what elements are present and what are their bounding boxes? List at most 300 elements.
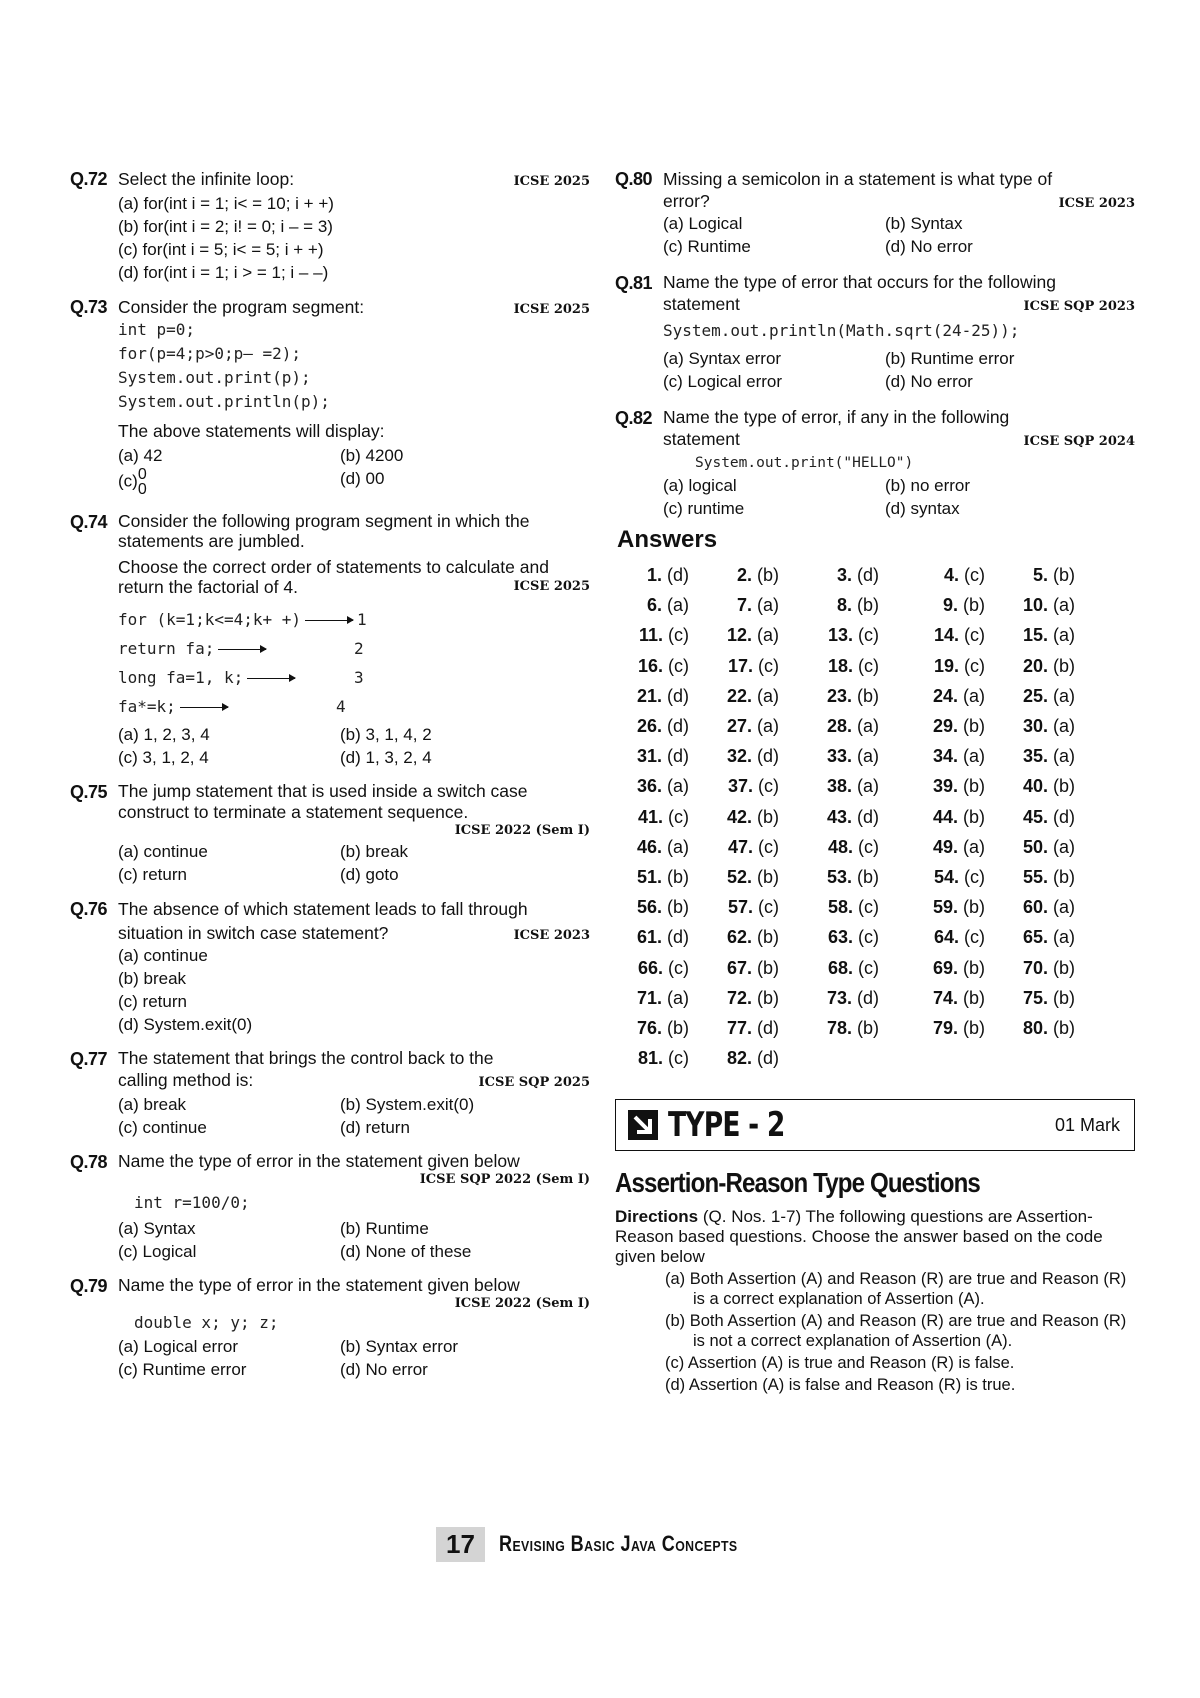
answer-number: 72. bbox=[726, 987, 752, 1008]
option-c: (c) for(int i = 5; i< = 5; i + +) bbox=[118, 240, 324, 259]
answer-item bbox=[893, 771, 999, 801]
answer-item bbox=[703, 922, 793, 952]
answer-choice: (a) bbox=[963, 685, 985, 706]
answer-number: 63. bbox=[827, 927, 853, 948]
question-79 bbox=[70, 1275, 590, 1381]
exam-source: ICSE SQP 2023 bbox=[1023, 299, 1135, 314]
answer-choice: (d) bbox=[757, 1018, 779, 1039]
answer-item bbox=[615, 983, 703, 1013]
question-number: Q.74 bbox=[70, 512, 108, 532]
exam-source: ICSE 2025 bbox=[513, 302, 590, 317]
question-number: Q.81 bbox=[615, 273, 653, 293]
answer-choice: (c) bbox=[964, 927, 985, 948]
exam-source: ICSE 2025 bbox=[513, 579, 590, 594]
answer-choice: (b) bbox=[857, 867, 879, 888]
option-b: (b) no error bbox=[885, 476, 971, 495]
answer-number: 36. bbox=[636, 776, 662, 797]
code-line: for(p=4;p>0;p– =2); bbox=[118, 344, 302, 363]
answer-item bbox=[703, 983, 793, 1013]
answer-choice: (b) bbox=[1053, 957, 1075, 978]
answer-number: 79. bbox=[932, 1018, 958, 1039]
answer-item bbox=[703, 681, 793, 711]
question-78 bbox=[70, 1151, 590, 1263]
answer-number: 58. bbox=[827, 897, 853, 918]
question-number: Q.79 bbox=[70, 1276, 108, 1296]
question-followup: The above statements will display: bbox=[118, 421, 385, 441]
answer-item bbox=[793, 983, 893, 1013]
answer-number: 26. bbox=[636, 716, 662, 737]
answer-choice: (a) bbox=[1053, 897, 1075, 918]
answer-number: 20. bbox=[1022, 655, 1048, 676]
answer-number: 51. bbox=[636, 867, 662, 888]
answer-choice: (b) bbox=[1053, 655, 1075, 676]
option-a: (a) Syntax bbox=[118, 1219, 196, 1238]
answer-choice: (c) bbox=[858, 957, 879, 978]
answer-number: 40. bbox=[1022, 776, 1048, 797]
answer-choice: (b) bbox=[963, 595, 985, 616]
option-a: (a) continue bbox=[118, 946, 208, 965]
answer-choice: (b) bbox=[1053, 565, 1075, 585]
jumbled-line-2 bbox=[118, 634, 364, 663]
answer-choice: (b) bbox=[667, 897, 689, 918]
exam-source: ICSE 2023 bbox=[1058, 196, 1135, 211]
answer-choice: (b) bbox=[757, 987, 779, 1008]
question-number: Q.77 bbox=[70, 1049, 108, 1069]
answer-item bbox=[793, 771, 893, 801]
answer-number: 8. bbox=[836, 595, 852, 616]
option-a: (a) break bbox=[118, 1095, 187, 1114]
answer-item bbox=[615, 741, 703, 771]
answer-choice: (a) bbox=[857, 716, 879, 737]
question-stem: The statement that brings the control back to the bbox=[118, 1048, 494, 1068]
option-d: (d) syntax bbox=[885, 499, 960, 518]
answer-choice: (b) bbox=[757, 867, 779, 888]
answer-item bbox=[893, 651, 999, 681]
answer-choice: (a) bbox=[857, 776, 879, 797]
answer-item bbox=[999, 560, 1089, 590]
answer-choice: (b) bbox=[1053, 867, 1075, 888]
type-marks: 01 Mark bbox=[1054, 1114, 1120, 1135]
code-line: fa*=k; bbox=[118, 697, 176, 716]
question-80 bbox=[615, 168, 1135, 258]
answer-item bbox=[999, 771, 1089, 801]
answer-choice: (b) bbox=[963, 776, 985, 797]
option-c: (c) Runtime bbox=[663, 237, 751, 256]
answer-number: 22. bbox=[726, 685, 752, 706]
answer-number: 33. bbox=[826, 746, 852, 767]
section-heading: Assertion-Reason Type Questions bbox=[615, 1167, 980, 1199]
answer-number: 30. bbox=[1022, 716, 1048, 737]
question-stem: Name the type of error in the statement given below bbox=[118, 1151, 520, 1171]
answer-choice: (a) bbox=[857, 746, 879, 767]
answer-number: 17. bbox=[727, 655, 753, 676]
stacked-top: 0 bbox=[137, 466, 147, 483]
question-number: Q.75 bbox=[70, 782, 108, 802]
answer-choice: (c) bbox=[964, 655, 985, 676]
answer-choice: (b) bbox=[857, 1018, 879, 1039]
question-number: Q.72 bbox=[70, 169, 108, 189]
directions bbox=[615, 1207, 1135, 1267]
line-number: 3 bbox=[354, 668, 364, 687]
answer-number: 15. bbox=[1022, 625, 1048, 646]
answer-item bbox=[703, 953, 793, 983]
answer-number: 60. bbox=[1022, 897, 1048, 918]
answer-item bbox=[999, 711, 1089, 741]
answer-item bbox=[999, 620, 1089, 650]
question-stem: Consider the program segment: bbox=[118, 297, 365, 317]
answer-item bbox=[703, 771, 793, 801]
answer-number: 50. bbox=[1022, 836, 1048, 857]
answers-heading: Answers bbox=[617, 526, 718, 553]
answer-item bbox=[999, 590, 1089, 620]
answer-item bbox=[615, 771, 703, 801]
option-c: (c) 3, 1, 2, 4 bbox=[118, 748, 209, 767]
question-stem: Missing a semicolon in a statement is what type of bbox=[663, 169, 1053, 189]
answer-choice: (c) bbox=[758, 897, 779, 918]
code-line: int r=100/0; bbox=[134, 1193, 250, 1212]
answer-item bbox=[703, 590, 793, 620]
answer-item bbox=[999, 681, 1089, 711]
answer-choice: (c) bbox=[668, 655, 689, 676]
answer-choice: (a) bbox=[1053, 625, 1075, 646]
option-c: (c) continue bbox=[118, 1118, 207, 1137]
answer-choice: (a) bbox=[1053, 836, 1075, 857]
code-line: for (k=1;k<=4;k+ +) bbox=[118, 610, 302, 629]
option-d: (d) goto bbox=[340, 865, 399, 884]
code-line: return fa; bbox=[118, 639, 215, 658]
question-number: Q.78 bbox=[70, 1152, 108, 1172]
answer-item bbox=[893, 560, 999, 590]
code-line: System.out.print(p); bbox=[118, 368, 311, 387]
answer-item bbox=[615, 922, 703, 952]
exam-source: ICSE 2022 (Sem I) bbox=[454, 823, 590, 838]
assertion-option-a: (a) Both Assertion (A) and Reason (R) are true and Reason (R) is a correct explanation of Assertion (A). bbox=[665, 1270, 1127, 1309]
option-d: (d) for(int i = 1; i > = 1; i – –) bbox=[118, 263, 329, 282]
directions-text: (Q. Nos. 1-7) The following questions are Assertion-Reason based questions. Choose the answer based on the code given below bbox=[615, 1207, 1103, 1267]
answer-item bbox=[615, 651, 703, 681]
exam-source: ICSE SQP 2022 (Sem I) bbox=[419, 1172, 590, 1187]
right-column bbox=[615, 168, 1135, 1397]
stacked-bottom: 0 bbox=[137, 481, 147, 498]
answer-item bbox=[793, 590, 893, 620]
answer-item bbox=[615, 892, 703, 922]
answer-choice: (b) bbox=[757, 806, 779, 827]
answer-item bbox=[615, 711, 703, 741]
question-stem: Name the type of error, if any in the following bbox=[663, 407, 1010, 427]
answer-item bbox=[793, 802, 893, 832]
option-c: (c) Logical bbox=[118, 1242, 197, 1261]
exam-source: ICSE SQP 2025 bbox=[478, 1075, 590, 1090]
jumbled-code bbox=[118, 605, 590, 721]
option-a: (a) 1, 2, 3, 4 bbox=[118, 725, 210, 744]
answer-item bbox=[703, 560, 793, 590]
option-d: (d) No error bbox=[340, 1360, 428, 1379]
page-footer bbox=[436, 1526, 790, 1562]
question-number: Q.76 bbox=[70, 899, 108, 919]
answer-number: 14. bbox=[933, 625, 959, 646]
directions-label: Directions bbox=[615, 1207, 699, 1227]
answer-choice: (d) bbox=[857, 987, 879, 1008]
question-81 bbox=[615, 272, 1135, 393]
answer-item bbox=[893, 892, 999, 922]
answer-number: 46. bbox=[636, 836, 662, 857]
answer-item bbox=[893, 681, 999, 711]
question-stem-2: statement bbox=[663, 294, 740, 314]
answer-number: 27. bbox=[726, 716, 752, 737]
question-76 bbox=[70, 898, 590, 1036]
answer-item bbox=[615, 802, 703, 832]
answer-item bbox=[703, 862, 793, 892]
answer-number: 4. bbox=[943, 565, 959, 585]
answer-item bbox=[793, 620, 893, 650]
exam-source: ICSE 2022 (Sem I) bbox=[454, 1296, 590, 1311]
answer-choice: (a) bbox=[757, 625, 779, 646]
answers-grid bbox=[615, 560, 1135, 1073]
question-stem-2: statement bbox=[663, 429, 740, 449]
code-line: System.out.print("HELLO") bbox=[695, 455, 914, 471]
answer-choice: (b) bbox=[667, 867, 689, 888]
answer-choice: (d) bbox=[857, 806, 879, 827]
question-stem-2-text: Choose the correct order of statements to calculate and return the factorial of 4. bbox=[118, 557, 549, 597]
arrow-down-right-icon bbox=[628, 1110, 658, 1140]
question-number: Q.73 bbox=[70, 297, 108, 317]
question-73 bbox=[70, 296, 590, 497]
answer-choice: (b) bbox=[963, 957, 985, 978]
answer-number: 59. bbox=[932, 897, 958, 918]
answer-item bbox=[999, 832, 1089, 862]
answer-number: 10. bbox=[1022, 595, 1048, 616]
answer-number: 66. bbox=[637, 957, 663, 978]
question-82 bbox=[615, 407, 1135, 520]
answer-number: 28. bbox=[826, 716, 852, 737]
answer-choice: (b) bbox=[757, 565, 779, 585]
answer-number: 37. bbox=[727, 776, 753, 797]
question-number: Q.80 bbox=[615, 169, 653, 189]
answer-choice: (c) bbox=[758, 655, 779, 676]
answer-choice: (c) bbox=[964, 625, 985, 646]
answer-choice: (b) bbox=[1053, 987, 1075, 1008]
answer-item bbox=[703, 711, 793, 741]
answer-item bbox=[703, 1013, 793, 1043]
answer-number: 70. bbox=[1022, 957, 1048, 978]
answer-choice: (b) bbox=[1053, 1018, 1075, 1039]
option-d: (d) 00 bbox=[340, 469, 385, 488]
answer-item bbox=[999, 741, 1089, 771]
option-b: (b) 4200 bbox=[340, 446, 404, 465]
answer-item bbox=[793, 681, 893, 711]
answer-choice: (c) bbox=[668, 806, 689, 827]
option-a: (a) for(int i = 1; i< = 10; i + +) bbox=[118, 194, 334, 213]
option-d: (d) 1, 3, 2, 4 bbox=[340, 748, 432, 767]
answer-number: 62. bbox=[726, 927, 752, 948]
assertion-options bbox=[665, 1269, 1135, 1395]
answer-item bbox=[999, 922, 1089, 952]
answer-number: 82. bbox=[726, 1048, 752, 1069]
question-stem: The jump statement that is used inside a switch case construct to terminate a statement sequence. bbox=[118, 781, 528, 822]
jumbled-line-4 bbox=[118, 692, 346, 721]
code-line: double x; y; z; bbox=[134, 1313, 279, 1332]
answer-choice: (b) bbox=[757, 957, 779, 978]
answer-choice: (b) bbox=[857, 595, 879, 616]
exam-source: ICSE 2025 bbox=[513, 174, 590, 189]
arrow-icon bbox=[305, 620, 353, 621]
code-block bbox=[118, 318, 590, 414]
answer-item bbox=[999, 892, 1089, 922]
option-b: (b) System.exit(0) bbox=[340, 1095, 475, 1114]
option-c: (c) return bbox=[118, 992, 187, 1011]
question-stem-2: error? bbox=[663, 191, 710, 211]
answer-item bbox=[615, 832, 703, 862]
question-stem: Name the type of error in the statement given below bbox=[118, 1275, 520, 1295]
question-stem-2 bbox=[118, 557, 590, 597]
type-title: TYPE - 2 bbox=[668, 1105, 785, 1146]
answer-choice: (d) bbox=[667, 746, 689, 767]
answer-choice: (b) bbox=[1053, 776, 1075, 797]
answer-item bbox=[893, 922, 999, 952]
question-72 bbox=[70, 168, 590, 284]
answer-number: 56. bbox=[636, 897, 662, 918]
answer-item bbox=[615, 953, 703, 983]
answer-item bbox=[893, 590, 999, 620]
footer-title: Revising Basic Java Concepts bbox=[498, 1531, 738, 1556]
answer-item bbox=[703, 802, 793, 832]
answer-number: 16. bbox=[637, 655, 663, 676]
answer-choice: (c) bbox=[858, 927, 879, 948]
answer-number: 75. bbox=[1022, 987, 1048, 1008]
option-d: (d) No error bbox=[885, 237, 973, 256]
answer-number: 53. bbox=[826, 867, 852, 888]
answer-number: 44. bbox=[932, 806, 958, 827]
answer-number: 21. bbox=[636, 685, 662, 706]
question-stem: Select the infinite loop: bbox=[118, 169, 295, 189]
answer-choice: (c) bbox=[668, 625, 689, 646]
answer-number: 32. bbox=[726, 746, 752, 767]
option-d: (d) System.exit(0) bbox=[118, 1015, 253, 1034]
code-line: long fa=1, k; bbox=[118, 668, 244, 687]
answer-choice: (a) bbox=[757, 716, 779, 737]
exam-source: ICSE SQP 2024 bbox=[1023, 434, 1135, 449]
answer-choice: (d) bbox=[857, 565, 879, 585]
answer-item bbox=[999, 651, 1089, 681]
answer-number: 38. bbox=[826, 776, 852, 797]
answer-number: 25. bbox=[1022, 685, 1048, 706]
answer-choice: (b) bbox=[857, 685, 879, 706]
answer-number: 57. bbox=[727, 897, 753, 918]
answer-item bbox=[703, 620, 793, 650]
answer-number: 12. bbox=[726, 625, 752, 646]
answer-item bbox=[793, 560, 893, 590]
answer-choice: (c) bbox=[758, 776, 779, 797]
answer-item bbox=[999, 983, 1089, 1013]
answer-item bbox=[893, 711, 999, 741]
answer-choice: (a) bbox=[1053, 595, 1075, 616]
answer-choice: (d) bbox=[667, 685, 689, 706]
answer-choice: (a) bbox=[963, 836, 985, 857]
question-stem-2: calling method is: bbox=[118, 1070, 254, 1090]
answer-number: 31. bbox=[636, 746, 662, 767]
answer-choice: (b) bbox=[963, 806, 985, 827]
answer-number: 49. bbox=[932, 836, 958, 857]
jumbled-line-3 bbox=[118, 663, 364, 692]
answer-item bbox=[615, 681, 703, 711]
option-b: (b) break bbox=[340, 842, 409, 861]
answer-number: 77. bbox=[726, 1018, 752, 1039]
answer-choice: (d) bbox=[667, 565, 689, 585]
arrow-icon bbox=[218, 649, 266, 650]
answer-number: 78. bbox=[826, 1018, 852, 1039]
option-a: (a) logical bbox=[663, 476, 737, 495]
answer-choice: (a) bbox=[1053, 716, 1075, 737]
answer-item bbox=[793, 922, 893, 952]
assertion-option-d: (d) Assertion (A) is false and Reason (R) is true. bbox=[665, 1376, 1016, 1395]
answer-number: 80. bbox=[1022, 1018, 1048, 1039]
answer-item bbox=[793, 832, 893, 862]
answer-number: 48. bbox=[827, 836, 853, 857]
answer-number: 19. bbox=[933, 655, 959, 676]
answer-item bbox=[999, 953, 1089, 983]
answer-item bbox=[703, 1043, 793, 1073]
answer-choice: (a) bbox=[1053, 746, 1075, 767]
option-d: (d) return bbox=[340, 1118, 410, 1137]
answer-item bbox=[615, 862, 703, 892]
answer-choice: (c) bbox=[668, 1048, 689, 1069]
answer-item bbox=[615, 560, 703, 590]
answer-item bbox=[615, 620, 703, 650]
exam-source: ICSE 2023 bbox=[513, 928, 590, 943]
answer-number: 54. bbox=[933, 867, 959, 888]
answer-number: 43. bbox=[826, 806, 852, 827]
answer-choice: (c) bbox=[858, 897, 879, 918]
answer-number: 55. bbox=[1022, 867, 1048, 888]
code-line: int p=0; bbox=[118, 320, 196, 339]
option-d: (d) No error bbox=[885, 372, 973, 391]
option-a: (a) Logical error bbox=[118, 1337, 238, 1356]
code-line: System.out.println(p); bbox=[118, 392, 330, 411]
answer-choice: (d) bbox=[667, 716, 689, 737]
code-line: System.out.println(Math.sqrt(24-25)); bbox=[663, 321, 1020, 340]
answer-choice: (c) bbox=[668, 957, 689, 978]
answer-number: 68. bbox=[827, 957, 853, 978]
answer-item bbox=[615, 590, 703, 620]
answer-choice: (a) bbox=[1053, 685, 1075, 706]
answer-item bbox=[615, 1013, 703, 1043]
answer-choice: (d) bbox=[757, 746, 779, 767]
answer-item bbox=[793, 741, 893, 771]
answer-number: 23. bbox=[826, 685, 852, 706]
answer-item bbox=[893, 832, 999, 862]
answer-number: 35. bbox=[1022, 746, 1048, 767]
answer-choice: (b) bbox=[963, 716, 985, 737]
answer-item bbox=[999, 802, 1089, 832]
answer-item bbox=[703, 832, 793, 862]
answer-choice: (c) bbox=[758, 836, 779, 857]
arrow-icon bbox=[180, 707, 228, 708]
answer-number: 29. bbox=[932, 716, 958, 737]
answer-choice: (a) bbox=[757, 595, 779, 616]
option-c: (c) return bbox=[118, 865, 187, 884]
option-b: (b) 3, 1, 4, 2 bbox=[340, 725, 432, 744]
answer-number: 3. bbox=[836, 565, 852, 585]
answer-item bbox=[893, 953, 999, 983]
question-74 bbox=[70, 511, 590, 769]
answer-choice: (a) bbox=[757, 685, 779, 706]
answer-choice: (a) bbox=[667, 776, 689, 797]
answer-number: 76. bbox=[636, 1018, 662, 1039]
question-stem: Name the type of error that occurs for the following bbox=[663, 272, 1056, 292]
question-stem-2: situation in switch case statement? bbox=[118, 923, 389, 943]
page-number: 17 bbox=[436, 1527, 485, 1562]
answer-number: 45. bbox=[1022, 806, 1048, 827]
